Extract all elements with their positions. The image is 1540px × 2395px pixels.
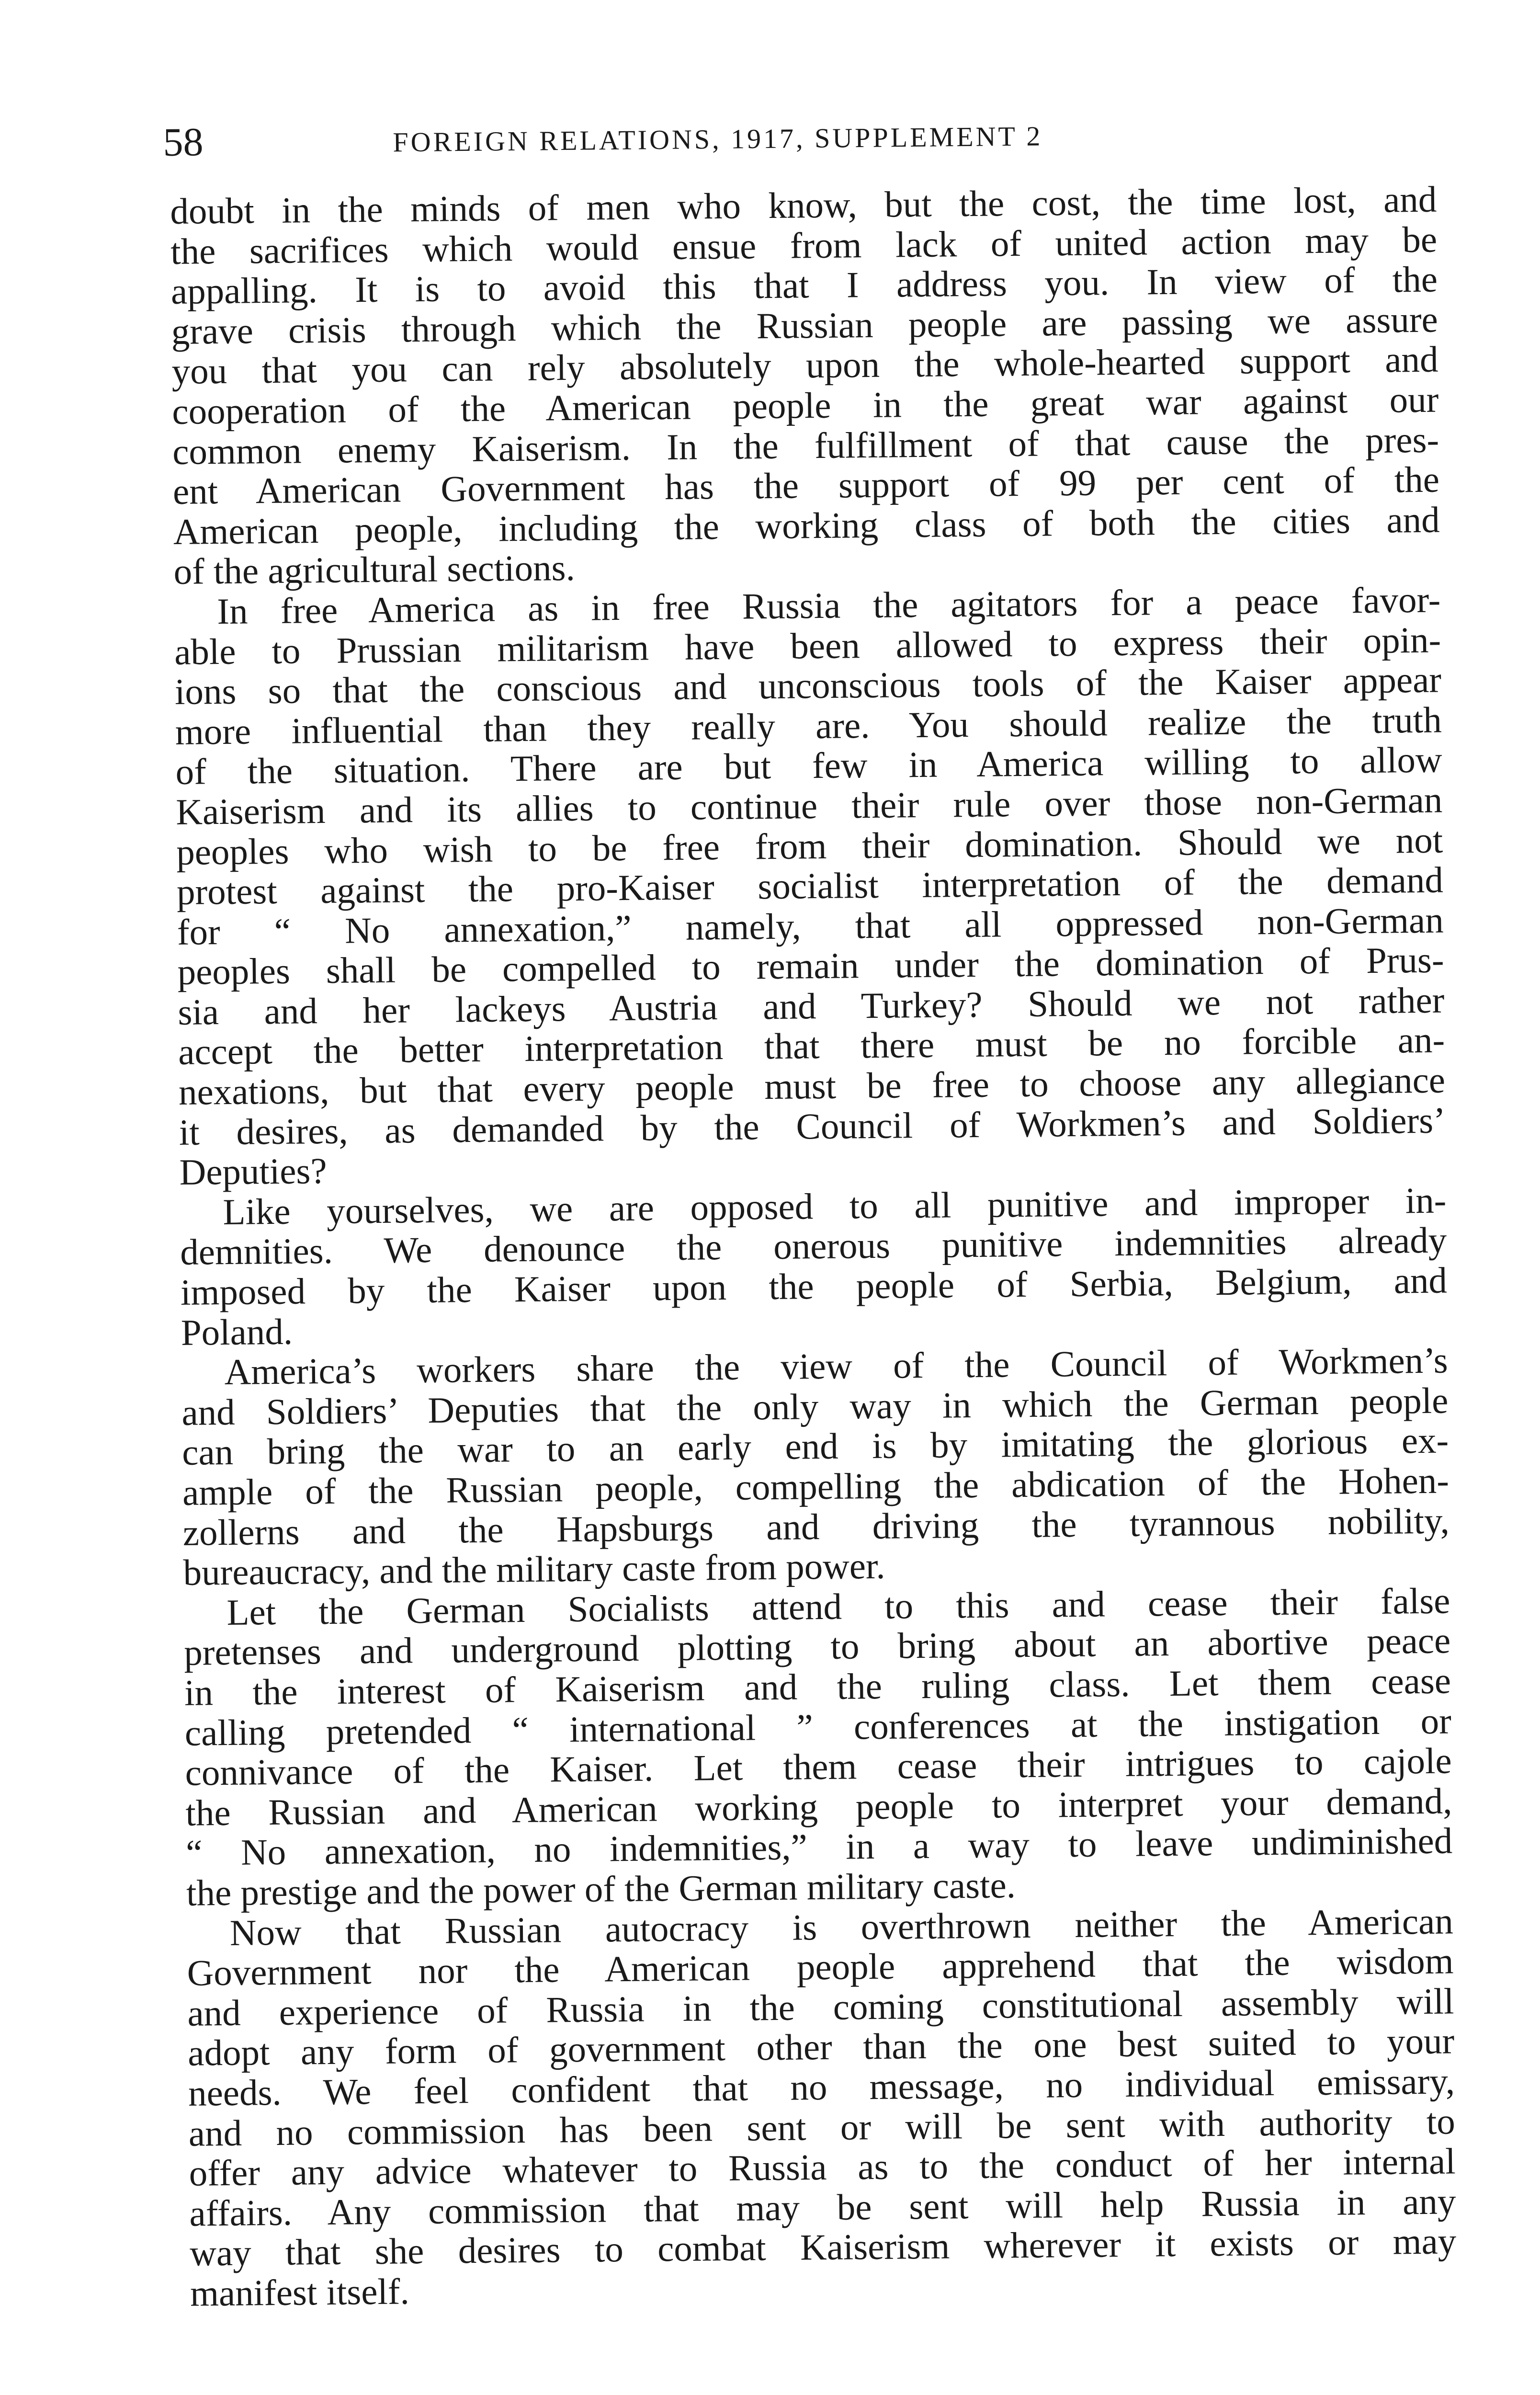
text-line: Government nor the American people apprehend that the wisdom — [187, 1940, 1454, 1994]
text-line: peoples who wish to be free from their domination. Should we not — [176, 819, 1443, 873]
text-line: Poland. — [181, 1311, 293, 1353]
text-line: offer any advice whatever to Russia as to the conduct of her internal — [189, 2140, 1456, 2194]
text-line: doubt in the minds of men who know, but the cost, the time lost, and — [170, 178, 1437, 232]
text-line: manifest itself. — [190, 2270, 410, 2314]
text-line: “ No annexation, no indemnities,” in a way to leave undiminished — [185, 1820, 1453, 1874]
text-line: way that she desires to combat Kaiserism wherever it exists or may — [189, 2220, 1457, 2274]
text-line: Now that Russian autocracy is overthrown neither the American — [229, 1900, 1454, 1953]
text-line: imposed by the Kaiser upon the people of Serbia, Belgium, and — [180, 1259, 1448, 1313]
text-line: ions so that the conscious and unconscious tools of the Kaiser appear — [174, 659, 1442, 713]
text-line: you that you can rely absolutely upon the whole-hearted support and — [171, 338, 1438, 392]
running-title: FOREIGN RELATIONS, 1917, SUPPLEMENT 2 — [393, 120, 1043, 158]
text-line: for “ No annexation,” namely, that all oppressed non-German — [177, 899, 1444, 953]
text-line: able to Prussian militarism have been allowed to express their opin- — [174, 619, 1441, 673]
text-line: protest against the pro-Kaiser socialist interpretation of the demand — [176, 859, 1444, 913]
text-line: peoples shall be compelled to remain under the domination of Prus- — [177, 939, 1444, 993]
body-text — [170, 180, 1457, 2314]
running-head — [163, 106, 1437, 171]
text-line: affairs. Any commission that may be sent will help Russia in any — [189, 2180, 1456, 2234]
text-line: the sacrifices which would ensue from lack of united action may be — [170, 218, 1438, 272]
text-line: and no commission has been sent or will be sent with authority to — [188, 2100, 1456, 2154]
text-line: American people, including the working class of both the cities and — [173, 499, 1440, 552]
text-line: the prestige and the power of the German military caste. — [186, 1864, 1016, 1914]
text-line: pretenses and underground plotting to bring about an abortive peace — [183, 1619, 1451, 1674]
text-line: common enemy Kaiserism. In the fulfillment of that cause the pres- — [172, 419, 1439, 472]
text-line: of the situation. There are but few in America willing to allow — [175, 739, 1442, 793]
text-line: the Russian and American working people to interpret your demand, — [185, 1780, 1452, 1834]
text-line: and experience of Russia in the coming constitutional assembly will — [187, 1980, 1454, 2034]
text-line: Like yourselves, we are opposed to all punitive and improper in- — [223, 1179, 1447, 1232]
text-line: appalling. It is to avoid this that I address you. In view of the — [170, 258, 1438, 312]
text-line: calling pretended “ international ” conferences at the instigation or — [184, 1700, 1452, 1754]
text-line: Let the German Socialists attend to this and cease their false — [226, 1580, 1450, 1633]
text-line: can bring the war to an early end is by imitating the glorious ex- — [181, 1419, 1449, 1473]
text-line: adopt any form of government other than the one best suited to your — [187, 2020, 1455, 2074]
text-line: accept the better interpretation that there must be no forcible an- — [178, 1019, 1445, 1073]
text-line: In free America as in free Russia the agitators for a peace favor- — [217, 579, 1441, 632]
text-line: nexations, but that every people must be free to choose any allegiance — [178, 1059, 1446, 1113]
text-line: cooperation of the American people in the great war against our — [171, 378, 1439, 432]
text-line: demnities. We denounce the onerous punitive indemnities already — [180, 1219, 1447, 1273]
text-line: in the interest of Kaiserism and the ruling class. Let them cease — [184, 1660, 1451, 1713]
page-number: 58 — [163, 120, 204, 165]
text-line: ent American Government has the support of 99 per cent of the — [172, 458, 1440, 513]
text-line: more influential than they really are. You should realize the truth — [175, 699, 1442, 753]
text-line: and Soldiers’ Deputies that the only way in which the German people — [181, 1380, 1449, 1433]
text-line: Deputies? — [179, 1150, 327, 1193]
text-line: Kaiserism and its allies to continue their rule over those non-German — [176, 779, 1443, 833]
text-line: bureaucracy, and the military caste from power. — [183, 1545, 885, 1594]
text-line: ample of the Russian people, compelling the abdication of the Hohen- — [182, 1460, 1449, 1513]
text-line: grave crisis through which the Russian people are passing we assure — [171, 298, 1438, 352]
text-line: sia and her lackeys Austria and Turkey? Should we not rather — [178, 979, 1445, 1033]
text-line: of the agricultural sections. — [173, 547, 576, 593]
text-line: connivance of the Kaiser. Let them cease their intrigues to cajole — [185, 1740, 1452, 1794]
text-line: needs. We feel confident that no message, no individual emissary, — [188, 2060, 1455, 2114]
text-line: America’s workers share the view of the Council of Workmen’s — [224, 1339, 1448, 1393]
text-line: zollerns and the Hapsburgs and driving the tyrannous nobility, — [182, 1500, 1450, 1553]
text-line: it desires, as demanded by the Council of Workmen’s and Soldiers’ — [179, 1099, 1446, 1153]
